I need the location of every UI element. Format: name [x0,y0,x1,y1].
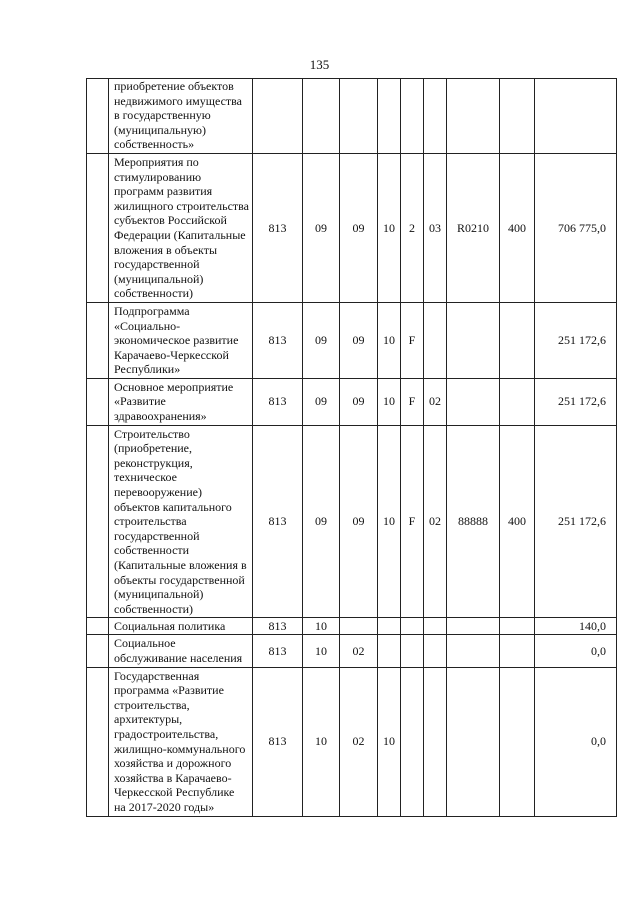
ved-code: 813 [253,153,303,302]
target-program-code: 10 [378,302,401,378]
table-row [87,79,617,154]
target-direction-code [447,302,500,378]
amount: 251 172,6 [535,302,617,378]
blank-cell [87,302,109,378]
amount: 706 775,0 [535,153,617,302]
target-direction-code [447,79,500,154]
row-name: Подпрограмма «Социально-экономическое развитие Карачаево-Черкесской Республики» [109,302,253,378]
target-subprogram-code [401,667,424,816]
subsection-code [340,618,378,635]
section-code: 10 [303,667,340,816]
target-program-code [378,635,401,667]
table-row [87,302,617,378]
expense-type-code [500,378,535,425]
target-subprogram-code [401,79,424,154]
section-code: 10 [303,618,340,635]
subsection-code: 09 [340,378,378,425]
target-program-code: 10 [378,153,401,302]
subsection-code: 02 [340,635,378,667]
target-direction-code [447,618,500,635]
expense-type-code [500,635,535,667]
table-row [87,425,617,618]
subsection-code: 09 [340,153,378,302]
table-row [87,153,617,302]
target-event-code: 02 [424,425,447,618]
blank-cell [87,425,109,618]
target-program-code: 10 [378,378,401,425]
target-event-code: 03 [424,153,447,302]
expense-type-code [500,79,535,154]
target-program-code: 10 [378,425,401,618]
page-number: 135 [309,57,330,72]
target-subprogram-code: F [401,425,424,618]
target-subprogram-code [401,618,424,635]
target-subprogram-code [401,635,424,667]
ved-code: 813 [253,378,303,425]
amount: 0,0 [535,635,617,667]
ved-code: 813 [253,618,303,635]
subsection-code: 09 [340,302,378,378]
blank-cell [87,79,109,154]
row-name: Основное мероприятие «Развитие здравоохранения» [109,378,253,425]
ved-code: 813 [253,667,303,816]
amount: 251 172,6 [535,378,617,425]
amount: 251 172,6 [535,425,617,618]
target-event-code [424,79,447,154]
expense-type-code: 400 [500,153,535,302]
expense-type-code [500,667,535,816]
target-subprogram-code: 2 [401,153,424,302]
amount: 0,0 [535,667,617,816]
table-row [87,635,617,667]
target-direction-code [447,378,500,425]
target-event-code [424,302,447,378]
blank-cell [87,667,109,816]
table-row [87,378,617,425]
row-name: Социальное обслуживание населения [109,635,253,667]
target-program-code [378,618,401,635]
section-code: 09 [303,153,340,302]
subsection-code [340,79,378,154]
section-code: 09 [303,378,340,425]
target-program-code [378,79,401,154]
section-code: 09 [303,302,340,378]
target-direction-code [447,667,500,816]
amount: 140,0 [535,618,617,635]
ved-code: 813 [253,635,303,667]
target-event-code: 02 [424,378,447,425]
row-name: Социальная политика [109,618,253,635]
row-name: приобретение объектов недвижимого имущества в государственную (муниципальную) собственность» [109,79,253,154]
row-name: Государственная программа «Развитие строительства, архитектуры, градостроительства, жилищно-коммунального хозяйства и дорожного хозяйства в Карачаево-Черкесской Республике на 2017-2020 годы» [109,667,253,816]
section-code: 10 [303,635,340,667]
ved-code: 813 [253,425,303,618]
target-subprogram-code: F [401,302,424,378]
target-direction-code: R0210 [447,153,500,302]
blank-cell [87,378,109,425]
blank-cell [87,618,109,635]
blank-cell [87,635,109,667]
blank-cell [87,153,109,302]
ved-code [253,79,303,154]
table-row [87,667,617,816]
amount [535,79,617,154]
subsection-code: 09 [340,425,378,618]
expense-type-code [500,302,535,378]
row-name: Мероприятия по стимулированию программ развития жилищного строительства субъектов Российской Федерации (Капитальные вложения в объекты государственной (муниципальной) собственности) [109,153,253,302]
target-subprogram-code: F [401,378,424,425]
target-program-code: 10 [378,667,401,816]
target-direction-code [447,635,500,667]
target-event-code [424,667,447,816]
subsection-code: 02 [340,667,378,816]
section-code [303,79,340,154]
target-direction-code: 88888 [447,425,500,618]
table-row [87,618,617,635]
expense-type-code: 400 [500,425,535,618]
ved-code: 813 [253,302,303,378]
expense-type-code [500,618,535,635]
budget-table [86,78,617,817]
section-code: 09 [303,425,340,618]
target-event-code [424,635,447,667]
target-event-code [424,618,447,635]
row-name: Строительство (приобретение, реконструкция, техническое перевооружение) объектов капитального строительства государственной собственности (Капитальные вложения в объекты государственной (муниципальной) собственности) [109,425,253,618]
